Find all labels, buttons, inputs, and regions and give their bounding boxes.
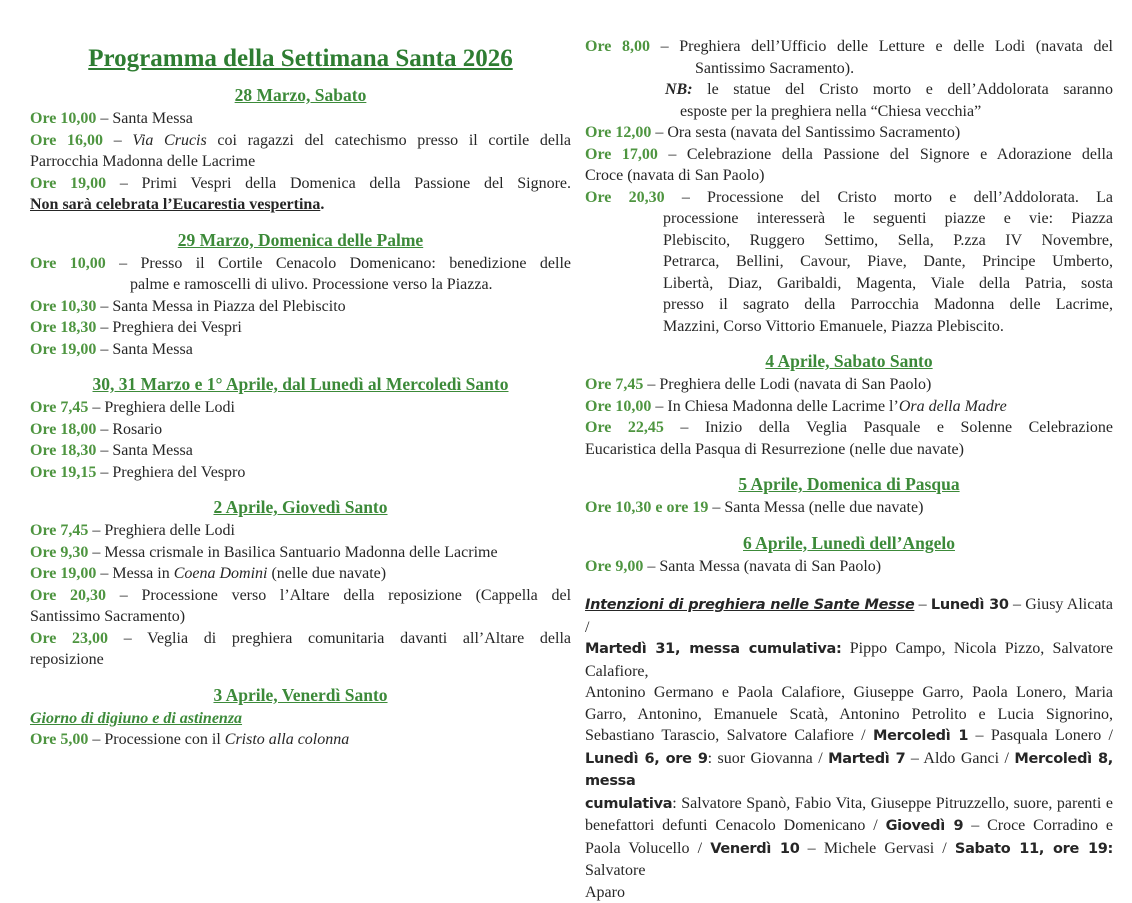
program-line [30, 520, 571, 542]
text-segment: Mazzini, Corso Vittorio Emanuele, Piazza Plebiscito. [663, 318, 1004, 335]
program-line [585, 251, 1113, 273]
text-segment: Ore 8,00 [585, 38, 650, 55]
text-segment: benefattori defunti Cenacolo Domenicano / [585, 817, 886, 834]
text-segment: – Pasquala Lonero / [968, 727, 1113, 744]
program-line [30, 419, 571, 441]
text-segment: Martedì 7 [828, 751, 905, 767]
text-segment: Ore 5,00 [30, 731, 88, 748]
section-heading [30, 84, 571, 106]
program-line [585, 187, 1113, 209]
section-heading [30, 684, 571, 706]
text-segment: – Veglia di preghiera comunitaria davanti all’Altare della [108, 630, 571, 647]
text-segment: Paola Volucello / [585, 840, 710, 857]
text-segment: Ore 9,00 [585, 558, 643, 575]
program-section [585, 473, 1113, 519]
text-segment: Ore 20,30 [30, 587, 106, 604]
text-segment: Venerdì 10 [710, 841, 799, 857]
text-segment: – Presso il Cortile Cenacolo Domenicano: benedizione delle [106, 255, 571, 272]
text-segment: NB: [665, 81, 693, 98]
program-line [585, 638, 1113, 682]
text-segment: Ore 10,30 e ore 19 [585, 499, 708, 516]
program-line [30, 274, 571, 296]
text-segment: Ore 17,00 [585, 146, 658, 163]
program-line [30, 194, 571, 216]
text-segment: Ore 10,00 [30, 110, 96, 127]
text-segment: Eucaristica della Pasqua di Resurrezione (nelle due navate) [585, 441, 964, 458]
program-line [585, 682, 1113, 704]
text-segment: – Processione con il [88, 731, 224, 748]
text-segment: Ore 16,00 [30, 132, 103, 149]
left-column [30, 36, 571, 751]
text-segment: – Santa Messa (navata di San Paolo) [643, 558, 881, 575]
text-segment: Mercoledì 8, messa [585, 751, 1113, 790]
program-line [585, 208, 1113, 230]
program-line [30, 317, 571, 339]
text-segment: Ore 23,00 [30, 630, 108, 647]
text-segment: Petrarca, Bellini, Cavour, Piave, Dante, Principe Umberto, [663, 253, 1113, 270]
program-line [30, 440, 571, 462]
text-segment: Garro, Antonino, Emanuele Scatà, Antonino Petrolito e Lucia Signorino, [585, 706, 1113, 723]
program-line [585, 230, 1113, 252]
text-segment: – Croce Corradino e [963, 817, 1113, 834]
text-segment: Intenzioni di preghiera nelle Sante Messe [585, 597, 914, 613]
text-segment: Non sarà celebrata l’Eucarestia vespertina [30, 196, 320, 213]
text-segment: Salvatore [585, 862, 645, 879]
section-heading-text: 30, 31 Marzo e 1° Aprile, dal Lunedì al Mercoledì Santo [93, 374, 509, 394]
text-segment: Aparo [585, 884, 625, 901]
program-line [585, 36, 1113, 58]
program-line [585, 417, 1113, 439]
text-segment: Plebiscito, Ruggero Settimo, Sella, P.zza IV Novembre, [663, 232, 1113, 249]
text-segment: reposizione [30, 651, 104, 668]
text-segment: cumulativa [585, 796, 672, 812]
section-heading [30, 496, 571, 518]
program-line [585, 396, 1113, 418]
section-heading-text: 2 Aprile, Giovedì Santo [213, 497, 387, 517]
program-line [585, 838, 1113, 882]
program-line [30, 462, 571, 484]
text-segment: Ore 18,00 [30, 421, 96, 438]
program-line [30, 585, 571, 607]
program-line [585, 556, 1113, 578]
text-segment: – In Chiesa Madonna delle Lacrime l’ [651, 398, 898, 415]
text-segment: le statue del Cristo morto e dell’Addolorata saranno [693, 81, 1113, 98]
program-line [585, 439, 1113, 461]
program-line [30, 729, 571, 751]
program-line [585, 101, 1113, 123]
section-heading-text: 28 Marzo, Sabato [235, 85, 367, 105]
section-heading [585, 532, 1113, 554]
section-heading-text: 4 Aprile, Sabato Santo [765, 351, 932, 371]
program-line [585, 144, 1113, 166]
program-section [585, 350, 1113, 460]
text-segment: processione interesserà le seguenti piazze e vie: Piazza [663, 210, 1113, 227]
program-line [30, 397, 571, 419]
text-segment: Coena Domini [174, 565, 268, 582]
text-segment: . [320, 196, 324, 213]
program-line [585, 294, 1113, 316]
text-segment: Ore 7,45 [30, 522, 88, 539]
program-line [585, 58, 1113, 80]
program-line [30, 563, 571, 585]
text-segment: – Santa Messa (nelle due navate) [708, 499, 923, 516]
program-line [30, 173, 571, 195]
program-section [30, 229, 571, 361]
program-line [585, 725, 1113, 748]
text-segment: – Primi Vespri della Domenica della Passione del Signore. [106, 175, 571, 192]
text-segment: Ore 7,45 [30, 399, 88, 416]
text-segment: Ora della Madre [899, 398, 1007, 415]
text-segment: – Giusy Alicata / [585, 596, 1113, 636]
text-segment: Santissimo Sacramento) [30, 608, 185, 625]
right-sections [585, 36, 1113, 903]
text-segment: Ore 19,15 [30, 464, 96, 481]
program-line [30, 708, 571, 730]
text-segment: esposte per la preghiera nella “Chiesa vecchia” [680, 103, 981, 120]
page-title [30, 44, 571, 74]
program-section [30, 684, 571, 751]
text-segment: Antonino Germano e Paola Calafiore, Giuseppe Garro, Paola Lonero, Maria [585, 684, 1113, 701]
section-heading-text: 3 Aprile, Venerdì Santo [213, 685, 387, 705]
text-segment: – Preghiera del Vespro [96, 464, 245, 481]
text-segment: – Messa crismale in Basilica Santuario Madonna delle Lacrime [88, 544, 497, 561]
section-heading [30, 373, 571, 395]
program-line [585, 882, 1113, 903]
program-line [30, 628, 571, 650]
program-line [30, 108, 571, 130]
text-segment: Parrocchia Madonna delle Lacrime [30, 153, 255, 170]
text-segment: Ore 10,30 [30, 298, 96, 315]
program-line [585, 497, 1113, 519]
text-segment: palme e ramoscelli di ulivo. Processione verso la Piazza. [130, 276, 493, 293]
program-line [585, 704, 1113, 726]
text-segment: Sebastiano Tarascio, Salvatore Calafiore / [585, 727, 873, 744]
text-segment: – Inizio della Veglia Pasquale e Solenne Celebrazione [664, 419, 1113, 436]
program-section [585, 532, 1113, 578]
text-segment: Martedì 31, messa cumulativa: [585, 641, 841, 657]
section-heading [30, 229, 571, 251]
text-segment: – Processione verso l’Altare della reposizione (Cappella del [106, 587, 571, 604]
text-segment: Ore 10,00 [30, 255, 106, 272]
text-segment: – [914, 596, 930, 613]
right-column [585, 36, 1113, 903]
text-segment: – Preghiera delle Lodi [88, 399, 235, 416]
text-segment: – Santa Messa [96, 341, 192, 358]
text-segment: Libertà, Diaz, Garibaldi, Magenta, Viale della Patria, sosta [663, 275, 1113, 292]
program-line [30, 130, 571, 152]
program-line [585, 594, 1113, 638]
text-segment: – Santa Messa [96, 442, 192, 459]
program-line [585, 316, 1113, 338]
text-segment: Ore 12,00 [585, 124, 651, 141]
text-segment: Via Crucis [132, 132, 206, 149]
program-line [30, 542, 571, 564]
program-line [30, 296, 571, 318]
text-segment: Ore 22,45 [585, 419, 664, 436]
text-segment: – Santa Messa in Piazza del Plebiscito [96, 298, 345, 315]
section-heading-text: 5 Aprile, Domenica di Pasqua [738, 474, 959, 494]
text-segment: Mercoledì 1 [873, 728, 968, 744]
program-line [30, 606, 571, 628]
section-heading [585, 473, 1113, 495]
text-segment: presso il sagrato della Parrocchia Madonna delle Lacrime, [663, 296, 1113, 313]
text-segment: – Preghiera dell’Ufficio delle Letture e delle Lodi (navata del [650, 38, 1113, 55]
text-segment: – Michele Gervasi / [800, 840, 955, 857]
text-segment: Ore 9,30 [30, 544, 88, 561]
section-heading [585, 350, 1113, 372]
program-line [585, 165, 1113, 187]
text-segment: Ore 20,30 [585, 189, 665, 206]
program-section [585, 36, 1113, 337]
text-segment: – Messa in [96, 565, 173, 582]
text-segment: coi ragazzi del catechismo presso il cortile della [207, 132, 571, 149]
text-segment: : suor Giovanna / [708, 750, 828, 767]
program-line [30, 151, 571, 173]
program-line [30, 339, 571, 361]
program-section [585, 594, 1113, 903]
program-line [585, 273, 1113, 295]
program-line [585, 79, 1113, 101]
page-title-text: Programma della Settimana Santa 2026 [88, 45, 513, 72]
section-heading-text: 6 Aprile, Lunedì dell’Angelo [743, 533, 955, 553]
section-heading-text: 29 Marzo, Domenica delle Palme [178, 230, 423, 250]
program-line [30, 649, 571, 671]
text-segment: Ore 19,00 [30, 341, 96, 358]
program-line [585, 374, 1113, 396]
text-segment: – Processione del Cristo morto e dell’Addolorata. La [665, 189, 1113, 206]
text-segment: – Santa Messa [96, 110, 192, 127]
text-segment: Giorno di digiuno e di astinenza [30, 710, 242, 727]
program-line [585, 122, 1113, 144]
text-segment: – Celebrazione della Passione del Signore e Adorazione della [658, 146, 1113, 163]
program-section [30, 373, 571, 483]
text-segment: Lunedì 6, ore 9 [585, 751, 708, 767]
text-segment: Croce (navata di San Paolo) [585, 167, 765, 184]
program-line [585, 793, 1113, 816]
text-segment: Cristo alla colonna [225, 731, 349, 748]
text-segment: Ore 7,45 [585, 376, 643, 393]
text-segment: Ore 19,00 [30, 565, 96, 582]
text-segment: Ore 19,00 [30, 175, 106, 192]
text-segment: Santissimo Sacramento). [695, 60, 854, 77]
text-segment: : Salvatore Spanò, Fabio Vita, Giuseppe Pitruzzello, suore, parenti e [672, 795, 1113, 812]
text-segment: – Preghiera delle Lodi [88, 522, 235, 539]
program-line [30, 253, 571, 275]
text-segment: Sabato 11, ore 19: [955, 841, 1113, 857]
text-segment: Ore 18,30 [30, 442, 96, 459]
text-segment: Ore 10,00 [585, 398, 651, 415]
text-segment: Pippo Campo, Nicola Pizzo, Salvatore Calafiore, [585, 640, 1113, 680]
text-segment: Giovedì 9 [886, 818, 964, 834]
text-segment: – Aldo Ganci / [905, 750, 1014, 767]
left-sections [30, 84, 571, 751]
program-section [30, 496, 571, 671]
text-segment: – Preghiera dei Vespri [96, 319, 241, 336]
text-segment: Ore 18,30 [30, 319, 96, 336]
text-segment: – Rosario [96, 421, 162, 438]
text-segment: – Ora sesta (navata del Santissimo Sacramento) [651, 124, 960, 141]
program-line [585, 815, 1113, 838]
text-segment: – [103, 132, 132, 149]
text-segment: – Preghiera delle Lodi (navata di San Paolo) [643, 376, 931, 393]
text-segment: (nelle due navate) [267, 565, 386, 582]
program-line [585, 748, 1113, 793]
text-segment: Lunedì 30 [931, 597, 1009, 613]
program-section [30, 84, 571, 216]
